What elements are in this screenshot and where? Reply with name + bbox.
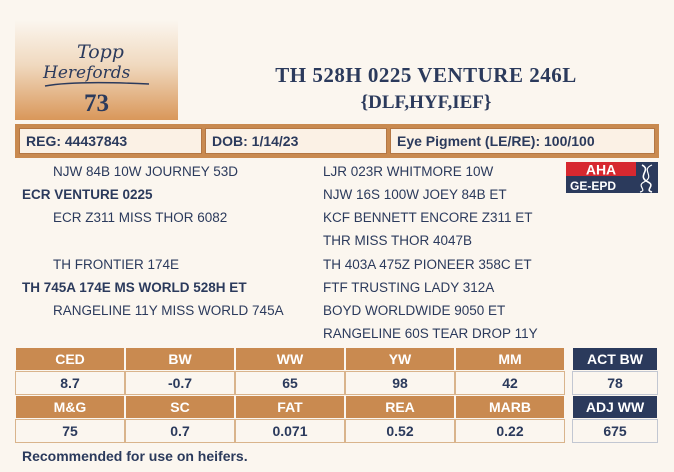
pedigree-sire-dam: ECR Z311 MISS THOR 6082 — [53, 210, 228, 225]
epd-value-mm: 42 — [455, 371, 565, 395]
topp-herefords-logo — [37, 34, 157, 90]
pedigree-dam-dam-sire: BOYD WORLDWIDE 9050 ET — [323, 303, 506, 318]
date-of-birth: DOB: 1/14/23 — [205, 128, 387, 154]
pedigree-sire-sire-dam: NJW 16S 100W JOEY 84B ET — [323, 187, 507, 202]
animal-genetic-codes: {DLF,HYF,IEF} — [360, 92, 492, 113]
pedigree-sire-sire-sire: LJR 023R WHITMORE 10W — [323, 164, 494, 179]
act-bw-label: ACT BW — [572, 347, 658, 371]
pedigree-dam-sire-sire: TH 403A 475Z PIONEER 358C ET — [323, 257, 532, 272]
epd-header-sc: SC — [125, 395, 235, 419]
logo-box — [15, 20, 178, 120]
epd-header-row-1 — [15, 347, 565, 371]
epd-area — [15, 347, 565, 443]
epd-header-row-2 — [15, 395, 565, 419]
footer-note: Recommended for use on heifers. — [22, 448, 248, 464]
id-bar — [15, 124, 659, 158]
epd-header-ww: WW — [235, 347, 345, 371]
adj-ww-value: 675 — [572, 419, 658, 443]
adj-ww-label: ADJ WW — [572, 395, 658, 419]
pedigree-sire-sire: NJW 84B 10W JOURNEY 53D — [53, 164, 239, 179]
epd-value-yw: 98 — [345, 371, 455, 395]
epd-header-rea: REA — [345, 395, 455, 419]
pedigree-dam-sire: TH FRONTIER 174E — [53, 257, 180, 272]
registration-number: REG: 44437843 — [19, 128, 202, 154]
epd-header-yw: YW — [345, 347, 455, 371]
pedigree-sire-dam-sire: KCF BENNETT ENCORE Z311 ET — [323, 210, 533, 225]
epd-value-mg: 75 — [15, 419, 125, 443]
epd-value-rea: 0.52 — [345, 419, 455, 443]
pedigree-dam-dam-dam: RANGELINE 60S TEAR DROP 11Y — [323, 326, 538, 341]
eye-pigment: Eye Pigment (LE/RE): 100/100 — [390, 128, 655, 154]
epd-value-marb: 0.22 — [455, 419, 565, 443]
epd-header-bw: BW — [125, 347, 235, 371]
weights-table — [572, 347, 658, 443]
act-bw-value: 78 — [572, 371, 658, 395]
epd-header-mm: MM — [455, 347, 565, 371]
pedigree-dam-sire-dam: FTF TRUSTING LADY 312A — [323, 280, 495, 295]
pedigree-sire-dam-dam: THR MISS THOR 4047B — [323, 233, 473, 248]
epd-header-mg: M&G — [15, 395, 125, 419]
aha-logo-bottom-text: GE-EPD — [570, 179, 617, 193]
pedigree-dam-dam: RANGELINE 11Y MISS WORLD 745A — [53, 303, 284, 318]
pedigree-dam: TH 745A 174E MS WORLD 528H ET — [22, 280, 247, 295]
epd-table — [15, 347, 565, 443]
logo-line2: Herefords — [43, 63, 131, 83]
aha-ge-epd-logo — [566, 162, 658, 193]
lot-number: 73 — [84, 90, 109, 117]
epd-value-fat: 0.071 — [235, 419, 345, 443]
pedigree-sire: ECR VENTURE 0225 — [22, 187, 153, 202]
epd-value-ced: 8.7 — [15, 371, 125, 395]
epd-value-bw: -0.7 — [125, 371, 235, 395]
epd-header-fat: FAT — [235, 395, 345, 419]
aha-logo-top-text: AHA — [585, 162, 617, 178]
epd-header-marb: MARB — [455, 395, 565, 419]
logo-line1: Topp — [77, 41, 124, 63]
epd-value-sc: 0.7 — [125, 419, 235, 443]
epd-value-row-2 — [15, 419, 565, 443]
epd-value-row-1 — [15, 371, 565, 395]
epd-value-ww: 65 — [235, 371, 345, 395]
epd-header-ced: CED — [15, 347, 125, 371]
animal-name: TH 528H 0225 VENTURE 246L — [275, 63, 577, 87]
